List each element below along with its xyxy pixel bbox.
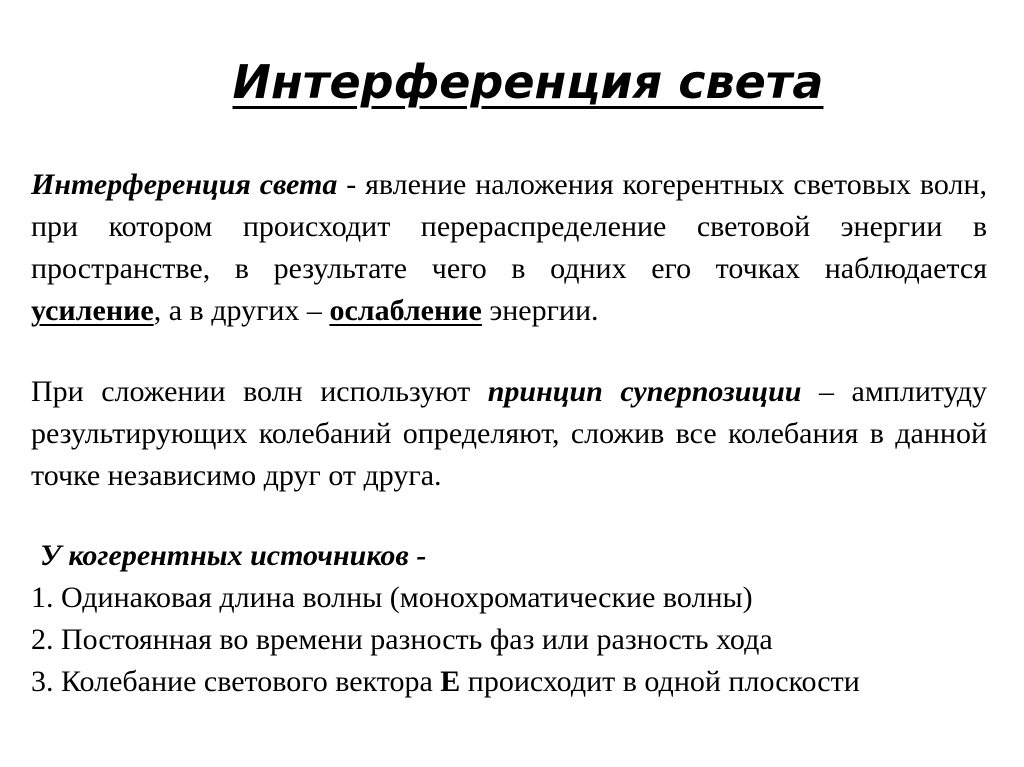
slide-title-text: Интерференция света bbox=[232, 55, 824, 109]
list-item bbox=[31, 577, 860, 619]
definition-emphasis-attenuation: ослабление bbox=[329, 294, 482, 327]
definition-emphasis-amplification: усиление bbox=[31, 294, 154, 327]
superposition-text-2: – амплитуду результирующих колебаний определяют, сложив все колебания в данной точке независимо друг от друга. bbox=[31, 375, 987, 492]
list-item-text: Колебание светового вектора bbox=[53, 665, 441, 698]
superposition-text-1: При сложении волн используют bbox=[31, 375, 488, 408]
coherent-conditions-list bbox=[31, 577, 860, 703]
definition-term: Интерференция света bbox=[31, 168, 338, 201]
list-item-number: 2. bbox=[31, 623, 54, 656]
coherent-sources-heading: У когерентных источников - bbox=[40, 539, 427, 572]
definition-text-1: - явление наложения когерентных световых волн, при котором происходит перераспределение световой энергии в пространстве, в результате чего в одних его точках наблюдается bbox=[31, 168, 988, 285]
list-item-number: 1. bbox=[31, 581, 54, 614]
superposition-paragraph bbox=[31, 371, 987, 497]
list-item bbox=[31, 619, 860, 661]
definition-text-3: энергии. bbox=[481, 294, 599, 327]
light-vector-symbol: E bbox=[440, 665, 461, 698]
definition-text-2: , а в других – bbox=[153, 294, 330, 327]
list-item-number: 3. bbox=[31, 665, 54, 698]
list-item-text: Постоянная во времени разность фаз или разность хода bbox=[53, 623, 773, 656]
superposition-term: принцип суперпозиции bbox=[487, 375, 802, 408]
list-item-text: Одинаковая длина волны (монохроматические волны) bbox=[53, 581, 753, 614]
list-item-text-end: происходит в одной плоскости bbox=[460, 665, 860, 698]
list-item bbox=[31, 661, 860, 703]
definition-paragraph bbox=[31, 164, 987, 332]
slide-title bbox=[0, 52, 1024, 112]
